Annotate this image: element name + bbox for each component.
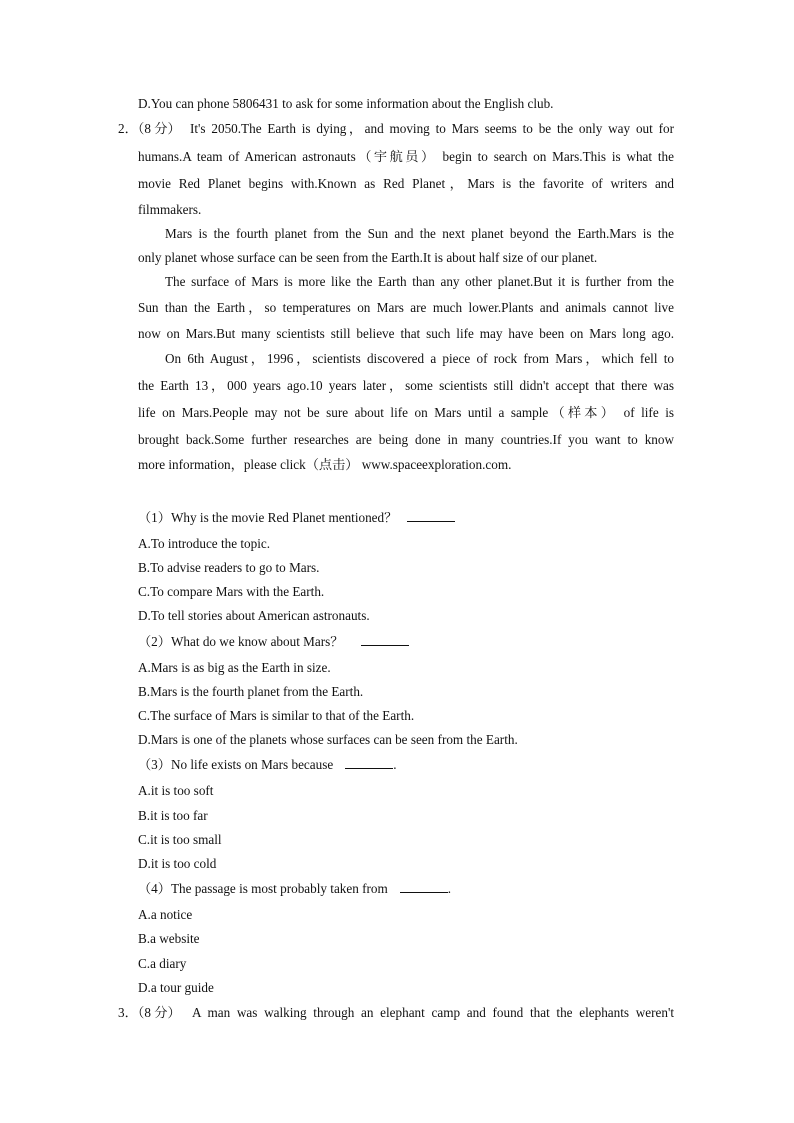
q3-first-line: A man was walking through an elephant camp and found that the elephants weren't	[192, 1005, 674, 1020]
q2-passage-line: Sun than the Earth，so temperatures on Mars are much lower.Plants and animals cannot live	[138, 300, 674, 315]
q2-number: 2．（8 分）	[118, 121, 181, 136]
q2-q3-option: A.it is too soft	[138, 783, 214, 798]
q2-passage-line: On 6th August，1996，scientists discovered a piece of rock from Mars，which fell to	[165, 351, 674, 366]
q2-q1-option: A.To introduce the topic.	[138, 536, 271, 551]
q2-q1-option: C.To compare Mars with the Earth.	[138, 584, 325, 599]
q2-q4-option: A.a notice	[138, 907, 193, 922]
q2-question-3-stem: （3）No life exists on Mars because .	[138, 757, 397, 772]
question-stem-text: （3）No life exists on Mars because	[138, 757, 334, 772]
q2-q3-option: C.it is too small	[138, 832, 222, 847]
q2-passage-line: Mars is the fourth planet from the Sun and the next planet beyond the Earth.Mars is the	[165, 226, 674, 241]
q2-passage-line: The surface of Mars is more like the Earth than any other planet.But it is further from the	[165, 274, 674, 289]
q2-q4-option: B.a website	[138, 931, 200, 946]
q2-passage-line: the Earth 13，000 years ago.10 years later，some scientists still didn't accept that there was	[138, 378, 674, 393]
q2-question-1-stem	[138, 510, 455, 526]
answer-blank	[345, 757, 393, 769]
q2-passage-line: movie Red Planet begins with.Known as Red Planet，Mars is the favorite of writers and	[138, 176, 674, 191]
answer-blank	[400, 881, 448, 893]
q2-question-2-stem	[138, 634, 409, 650]
q2-passage-line: humans.A team of American astronauts（宇航员） begin to search on Mars.This is what the	[138, 149, 674, 164]
q2-q2-option: A.Mars is as big as the Earth in size.	[138, 660, 331, 675]
q2-passage-line: brought back.Some further researches are being done in many countries.If you want to know	[138, 432, 674, 447]
q2-q2-option: D.Mars is one of the planets whose surfaces can be seen from the Earth.	[138, 732, 518, 747]
q2-q1-option: D.To tell stories about American astronauts.	[138, 608, 370, 623]
q3-number: 3．（8 分）	[118, 1005, 181, 1020]
question-stem-text: （1）Why is the movie Red Planet mentioned？	[138, 510, 398, 525]
q2-q3-option: D.it is too cold	[138, 856, 217, 871]
answer-blank	[407, 510, 455, 522]
q2-question-4-stem: （4）The passage is most probably taken from .	[138, 881, 452, 896]
q2-passage-line: life on Mars.People may not be sure about life on Mars until a sample（样本） of life is	[138, 405, 674, 420]
q2-passage-line: filmmakers.	[138, 202, 202, 217]
question-stem-text: （4）The passage is most probably taken from	[138, 881, 388, 896]
q2-q4-option: D.a tour guide	[138, 980, 214, 995]
q2-q2-option: B.Mars is the fourth planet from the Earth.	[138, 684, 364, 699]
question-stem-text: （2）What do we know about Mars？	[138, 634, 344, 649]
q1-option-d: D.You can phone 5806431 to ask for some information about the English club.	[138, 96, 554, 111]
answer-blank	[361, 634, 409, 646]
q2-q4-option: C.a diary	[138, 956, 187, 971]
q2-passage-line: more information，please click（点击） www.spaceexploration.com.	[138, 457, 512, 472]
q2-passage-line: now on Mars.But many scientists still believe that such life may have been on Mars long ago.	[138, 326, 674, 341]
q2-q1-option: B.To advise readers to go to Mars.	[138, 560, 320, 575]
q2-passage-line: It's 2050.The Earth is dying，and moving to Mars seems to be the only way out for	[190, 121, 674, 136]
q2-q3-option: B.it is too far	[138, 808, 208, 823]
q2-passage-line: only planet whose surface can be seen from the Earth.It is about half size of our planet.	[138, 250, 598, 265]
q2-q2-option: C.The surface of Mars is similar to that of the Earth.	[138, 708, 415, 723]
